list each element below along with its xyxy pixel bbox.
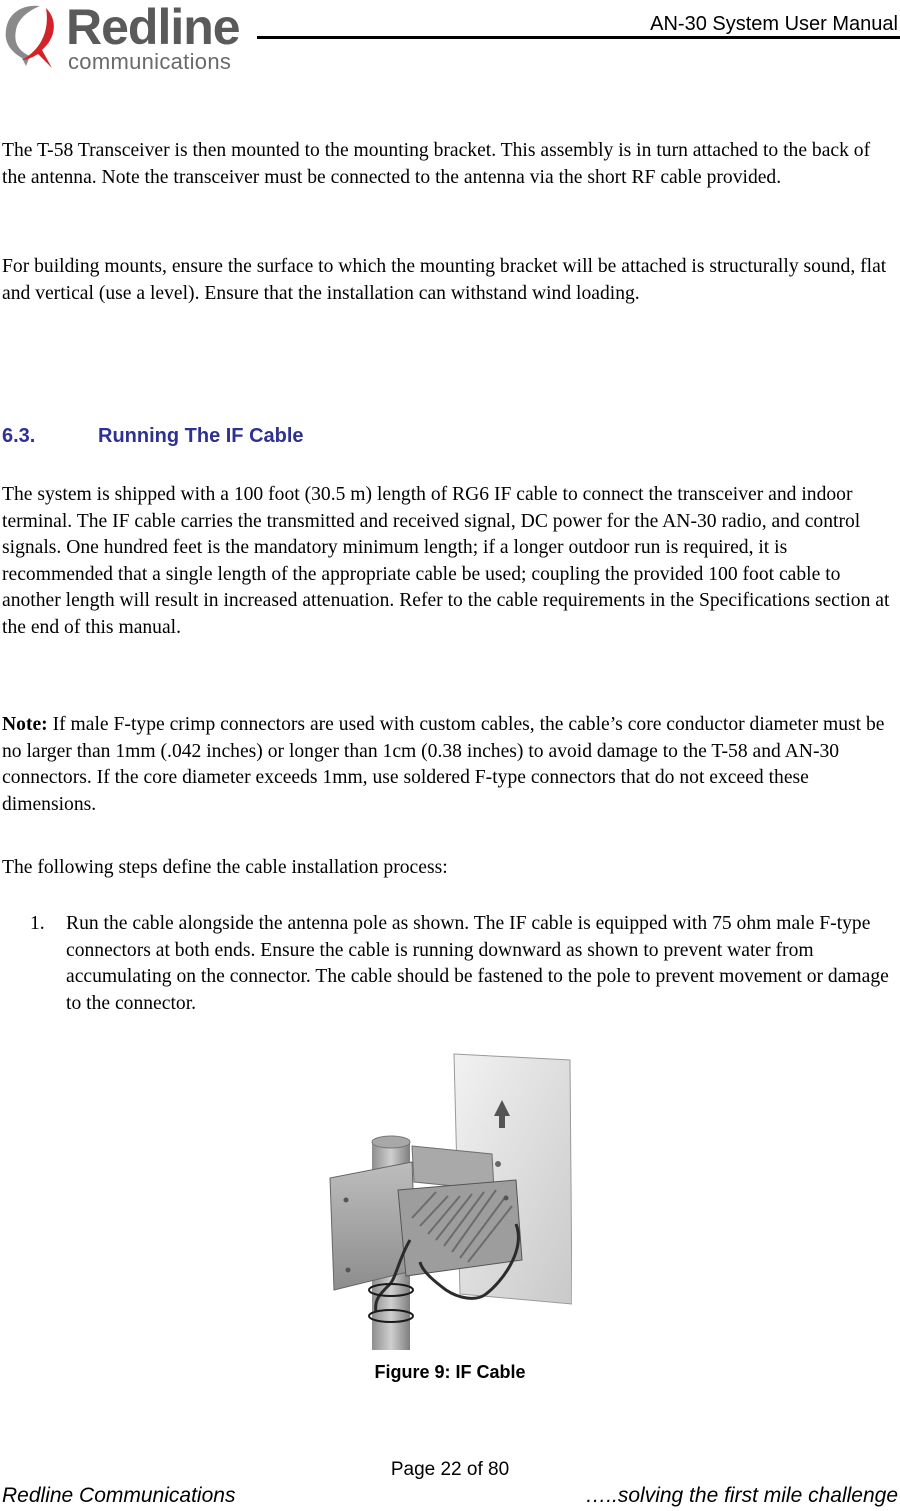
section-number: 6.3. — [2, 425, 36, 447]
paragraph-building-mounts: For building mounts, ensure the surface to which the mounting bracket will be attached is structurally sound, flat and vertical (use a level). Ensure that the installation can withstand wind loading. — [2, 256, 887, 304]
note-text: If male F-type crimp connectors are used with custom cables, the cable’s core conductor diameter must be no larger than 1mm (.042 inches) or longer than 1cm (0.38 inches) to avoid damage to the T-58 and AN-30 connectors. If the core diameter exceeds 1mm, use soldered F-type connectors that do not exceed these dimensions. — [2, 714, 885, 815]
redline-logo — [2, 0, 252, 80]
figure-caption: Figure 9: IF Cable — [374, 1362, 526, 1382]
transceiver-body — [398, 1180, 522, 1276]
paragraph-if-cable: The system is shipped with a 100 foot (30.5 m) length of RG6 IF cable to connect the transceiver and indoor terminal. The IF cable carries the transmitted and received signal, DC power for the AN-30 radio, and control signals. One hundred feet is the mandatory minimum length; if a longer outdoor run is required, it is recommended that a single length of the appropriate cable be used; coupling the provided 100 foot cable to another length will result in increased attenuation. Refer to the cable requirements in the Specifications section at the end of this manual. — [2, 484, 890, 638]
section-title: Running The IF Cable — [98, 425, 304, 447]
footer-company: Redline Communications — [2, 1484, 236, 1507]
if-cable-figure — [326, 1050, 572, 1352]
footer-tagline: …..solving the first mile challenge — [585, 1484, 898, 1507]
list-item-number: 1. — [30, 913, 45, 934]
paragraph-steps-intro: The following steps define the cable installation process: — [2, 857, 448, 878]
logo-word: Redline — [66, 0, 240, 55]
logo-mark-icon — [2, 2, 64, 72]
logo-subtitle: communications — [68, 49, 232, 74]
manual-title: AN-30 System User Manual — [650, 13, 898, 35]
paragraph-note — [2, 712, 898, 818]
page-number: Page 22 of 80 — [390, 1459, 510, 1480]
note-label: Note: — [2, 714, 48, 735]
paragraph-mounting: The T-58 Transceiver is then mounted to the mounting bracket. This assembly is in turn attached to the back of the antenna. Note the transceiver must be connected to the antenna via the short RF cable provided. — [2, 140, 871, 188]
list-item — [30, 911, 898, 1017]
section-heading — [2, 423, 304, 449]
list-item-text: Run the cable alongside the antenna pole as shown. The IF cable is equipped with 75 ohm male F-type connectors at both ends. Ensure the cable is running downward as shown to prevent water from accumulating on the connector. The cable should be fastened to the pole to prevent movement or damage to the connector. — [66, 913, 889, 1014]
header-rule — [257, 36, 900, 39]
